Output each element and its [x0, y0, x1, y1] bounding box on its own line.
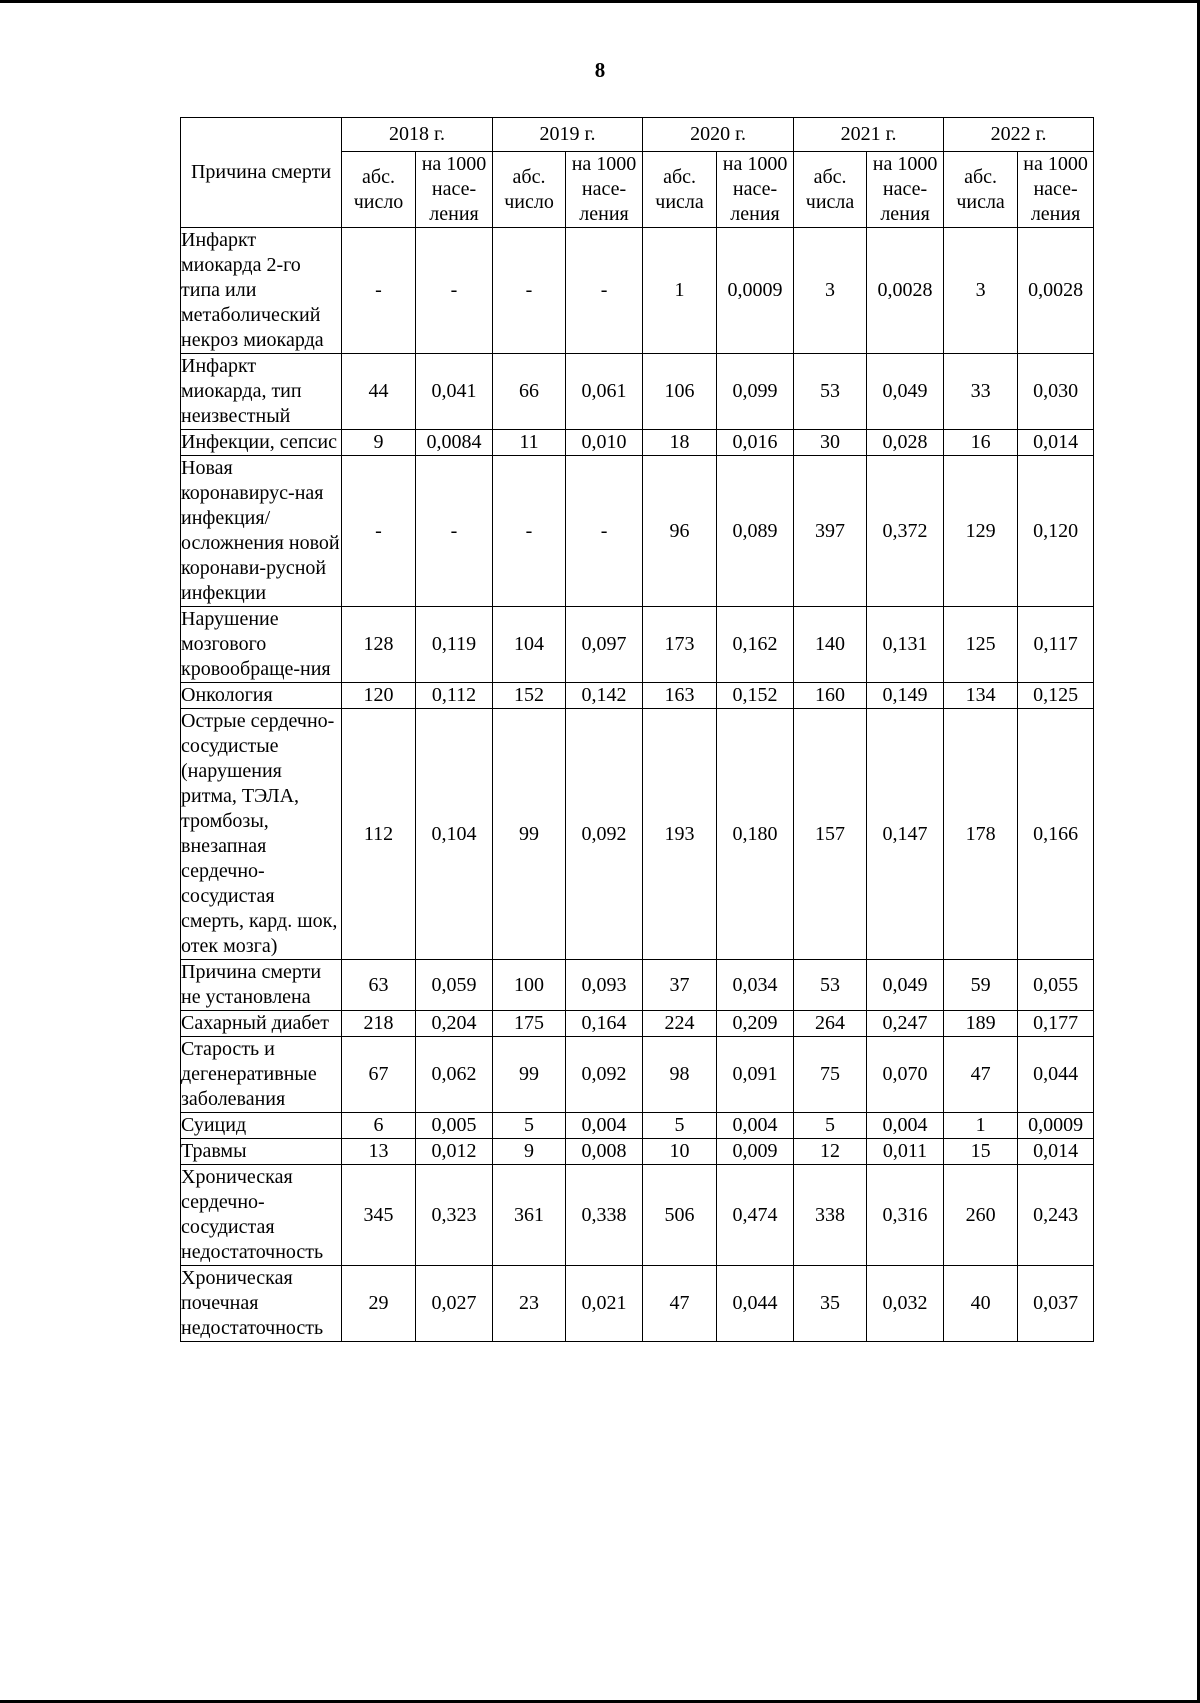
cause-column-header: Причина смерти [181, 118, 342, 228]
cause-cell: Острые сердечно-сосудистые (нарушения ритма, ТЭЛА, тромбозы, внезапная сердечно-сосудистая смерть, кард. шок, отек мозга) [181, 709, 342, 960]
value-cell: 104 [493, 607, 566, 683]
value-cell: 47 [944, 1037, 1018, 1113]
value-cell: 397 [794, 456, 867, 607]
value-cell: 23 [493, 1266, 566, 1342]
value-cell: 0,016 [717, 430, 794, 456]
cause-cell: Новая коронавирус-ная инфекция/ осложнения новой коронави-русной инфекции [181, 456, 342, 607]
value-cell: 12 [794, 1139, 867, 1165]
page-number: 8 [594, 58, 606, 82]
value-cell: 260 [944, 1165, 1018, 1266]
value-cell: 0,119 [416, 607, 493, 683]
value-cell: 66 [493, 354, 566, 430]
value-cell: 0,010 [566, 430, 643, 456]
value-cell: 98 [643, 1037, 717, 1113]
value-cell: 0,0009 [717, 228, 794, 354]
value-cell: 0,0084 [416, 430, 493, 456]
value-cell: 218 [342, 1011, 416, 1037]
value-cell: 0,0009 [1018, 1113, 1094, 1139]
value-cell: 157 [794, 709, 867, 960]
value-cell: 5 [643, 1113, 717, 1139]
value-cell: 0,008 [566, 1139, 643, 1165]
value-cell: 0,059 [416, 960, 493, 1011]
value-cell: 44 [342, 354, 416, 430]
value-cell: 0,152 [717, 683, 794, 709]
table-row [181, 430, 1094, 456]
value-cell: 0,070 [867, 1037, 944, 1113]
table-row [181, 1113, 1094, 1139]
cause-cell: Нарушение мозгового кровообраще-ния [181, 607, 342, 683]
value-cell: 96 [643, 456, 717, 607]
value-cell: 175 [493, 1011, 566, 1037]
year-header: 2018 г. [342, 118, 493, 152]
value-cell: 29 [342, 1266, 416, 1342]
abs-number-header: абс. число [342, 152, 416, 228]
table-row [181, 456, 1094, 607]
value-cell: 0,044 [1018, 1037, 1094, 1113]
per-1000-header: на 1000 насе-ления [717, 152, 794, 228]
value-cell: 338 [794, 1165, 867, 1266]
value-cell: 0,062 [416, 1037, 493, 1113]
value-cell: 0,125 [1018, 683, 1094, 709]
value-cell: 100 [493, 960, 566, 1011]
value-cell: 189 [944, 1011, 1018, 1037]
value-cell: 0,142 [566, 683, 643, 709]
value-cell: - [342, 228, 416, 354]
year-header: 2022 г. [944, 118, 1094, 152]
table-row [181, 354, 1094, 430]
value-cell: 0,030 [1018, 354, 1094, 430]
cause-cell: Причина смерти не установлена [181, 960, 342, 1011]
value-cell: 0,055 [1018, 960, 1094, 1011]
abs-number-header: абс. числа [944, 152, 1018, 228]
value-cell: 0,004 [566, 1113, 643, 1139]
value-cell: 18 [643, 430, 717, 456]
value-cell: 0,061 [566, 354, 643, 430]
value-cell: 1 [944, 1113, 1018, 1139]
value-cell: 53 [794, 354, 867, 430]
value-cell: 47 [643, 1266, 717, 1342]
value-cell: 11 [493, 430, 566, 456]
value-cell: 0,009 [717, 1139, 794, 1165]
value-cell: 0,209 [717, 1011, 794, 1037]
value-cell: 0,243 [1018, 1165, 1094, 1266]
value-cell: 106 [643, 354, 717, 430]
value-cell: 0,027 [416, 1266, 493, 1342]
value-cell: 0,0028 [867, 228, 944, 354]
value-cell: 0,041 [416, 354, 493, 430]
per-1000-header: на 1000 насе-ления [566, 152, 643, 228]
value-cell: 134 [944, 683, 1018, 709]
value-cell: 0,014 [1018, 430, 1094, 456]
value-cell: 0,049 [867, 960, 944, 1011]
cause-cell: Инфаркт миокарда 2-го типа или метаболический некроз миокарда [181, 228, 342, 354]
mortality-table [180, 117, 1094, 1342]
value-cell: 0,177 [1018, 1011, 1094, 1037]
year-header: 2021 г. [794, 118, 944, 152]
per-1000-header: на 1000 насе-ления [416, 152, 493, 228]
table-row [181, 1165, 1094, 1266]
table-row [181, 1011, 1094, 1037]
value-cell: 160 [794, 683, 867, 709]
value-cell: 0,014 [1018, 1139, 1094, 1165]
value-cell: 1 [643, 228, 717, 354]
value-cell: 0,166 [1018, 709, 1094, 960]
page-border-top [0, 0, 1200, 3]
value-cell: - [566, 456, 643, 607]
per-1000-header: на 1000 насе-ления [1018, 152, 1094, 228]
value-cell: 0,162 [717, 607, 794, 683]
value-cell: 0,021 [566, 1266, 643, 1342]
value-cell: - [566, 228, 643, 354]
cause-cell: Старость и дегенеративные заболевания [181, 1037, 342, 1113]
value-cell: 0,005 [416, 1113, 493, 1139]
value-cell: 0,032 [867, 1266, 944, 1342]
value-cell: 53 [794, 960, 867, 1011]
value-cell: 67 [342, 1037, 416, 1113]
value-cell: 0,034 [717, 960, 794, 1011]
value-cell: 178 [944, 709, 1018, 960]
value-cell: 0,147 [867, 709, 944, 960]
value-cell: 193 [643, 709, 717, 960]
value-cell: 0,120 [1018, 456, 1094, 607]
table-row [181, 683, 1094, 709]
value-cell: 0,092 [566, 1037, 643, 1113]
value-cell: 35 [794, 1266, 867, 1342]
value-cell: 0,011 [867, 1139, 944, 1165]
cause-cell: Инфекции, сепсис [181, 430, 342, 456]
value-cell: 5 [794, 1113, 867, 1139]
value-cell: 0,316 [867, 1165, 944, 1266]
value-cell: 0,091 [717, 1037, 794, 1113]
value-cell: 0,104 [416, 709, 493, 960]
header-row-years [181, 118, 1094, 152]
value-cell: 5 [493, 1113, 566, 1139]
value-cell: 99 [493, 1037, 566, 1113]
value-cell: 0,180 [717, 709, 794, 960]
year-header: 2019 г. [493, 118, 643, 152]
value-cell: 6 [342, 1113, 416, 1139]
year-header: 2020 г. [643, 118, 794, 152]
value-cell: 0,044 [717, 1266, 794, 1342]
table-row [181, 960, 1094, 1011]
value-cell: 140 [794, 607, 867, 683]
value-cell: 10 [643, 1139, 717, 1165]
value-cell: 120 [342, 683, 416, 709]
value-cell: 125 [944, 607, 1018, 683]
value-cell: 0,049 [867, 354, 944, 430]
value-cell: 33 [944, 354, 1018, 430]
table-row [181, 709, 1094, 960]
value-cell: 13 [342, 1139, 416, 1165]
cause-cell: Инфаркт миокарда, тип неизвестный [181, 354, 342, 430]
table-row [181, 607, 1094, 683]
value-cell: 9 [493, 1139, 566, 1165]
value-cell: 0,131 [867, 607, 944, 683]
value-cell: 63 [342, 960, 416, 1011]
value-cell: 163 [643, 683, 717, 709]
value-cell: 129 [944, 456, 1018, 607]
value-cell: 16 [944, 430, 1018, 456]
table-row [181, 1266, 1094, 1342]
value-cell: 0,099 [717, 354, 794, 430]
cause-cell: Травмы [181, 1139, 342, 1165]
value-cell: 361 [493, 1165, 566, 1266]
value-cell: 3 [944, 228, 1018, 354]
table-row [181, 1037, 1094, 1113]
value-cell: 0,037 [1018, 1266, 1094, 1342]
cause-cell: Суицид [181, 1113, 342, 1139]
value-cell: 0,092 [566, 709, 643, 960]
cause-cell: Хроническая почечная недостаточность [181, 1266, 342, 1342]
value-cell: 224 [643, 1011, 717, 1037]
value-cell: 0,004 [717, 1113, 794, 1139]
value-cell: 0,164 [566, 1011, 643, 1037]
value-cell: 112 [342, 709, 416, 960]
cause-cell: Сахарный диабет [181, 1011, 342, 1037]
value-cell: 0,089 [717, 456, 794, 607]
value-cell: 0,117 [1018, 607, 1094, 683]
value-cell: 30 [794, 430, 867, 456]
value-cell: 0,474 [717, 1165, 794, 1266]
value-cell: 0,004 [867, 1113, 944, 1139]
value-cell: 0,0028 [1018, 228, 1094, 354]
value-cell: - [416, 228, 493, 354]
value-cell: 0,247 [867, 1011, 944, 1037]
value-cell: 0,338 [566, 1165, 643, 1266]
cause-cell: Хроническая сердечно-сосудистая недостаточность [181, 1165, 342, 1266]
value-cell: - [493, 228, 566, 354]
value-cell: 0,323 [416, 1165, 493, 1266]
value-cell: 40 [944, 1266, 1018, 1342]
value-cell: 75 [794, 1037, 867, 1113]
cause-cell: Онкология [181, 683, 342, 709]
value-cell: 152 [493, 683, 566, 709]
table-row [181, 1139, 1094, 1165]
value-cell: 345 [342, 1165, 416, 1266]
table-row [181, 228, 1094, 354]
value-cell: 0,372 [867, 456, 944, 607]
value-cell: 0,204 [416, 1011, 493, 1037]
value-cell: - [493, 456, 566, 607]
abs-number-header: абс. числа [794, 152, 867, 228]
value-cell: 506 [643, 1165, 717, 1266]
value-cell: 59 [944, 960, 1018, 1011]
value-cell: 0,012 [416, 1139, 493, 1165]
abs-number-header: абс. числа [643, 152, 717, 228]
value-cell: 0,028 [867, 430, 944, 456]
value-cell: 0,093 [566, 960, 643, 1011]
value-cell: 3 [794, 228, 867, 354]
per-1000-header: на 1000 насе-ления [867, 152, 944, 228]
value-cell: 99 [493, 709, 566, 960]
value-cell: 173 [643, 607, 717, 683]
value-cell: 9 [342, 430, 416, 456]
value-cell: 0,112 [416, 683, 493, 709]
value-cell: 0,149 [867, 683, 944, 709]
value-cell: - [416, 456, 493, 607]
value-cell: - [342, 456, 416, 607]
value-cell: 15 [944, 1139, 1018, 1165]
value-cell: 37 [643, 960, 717, 1011]
value-cell: 264 [794, 1011, 867, 1037]
value-cell: 0,097 [566, 607, 643, 683]
abs-number-header: абс. число [493, 152, 566, 228]
value-cell: 128 [342, 607, 416, 683]
